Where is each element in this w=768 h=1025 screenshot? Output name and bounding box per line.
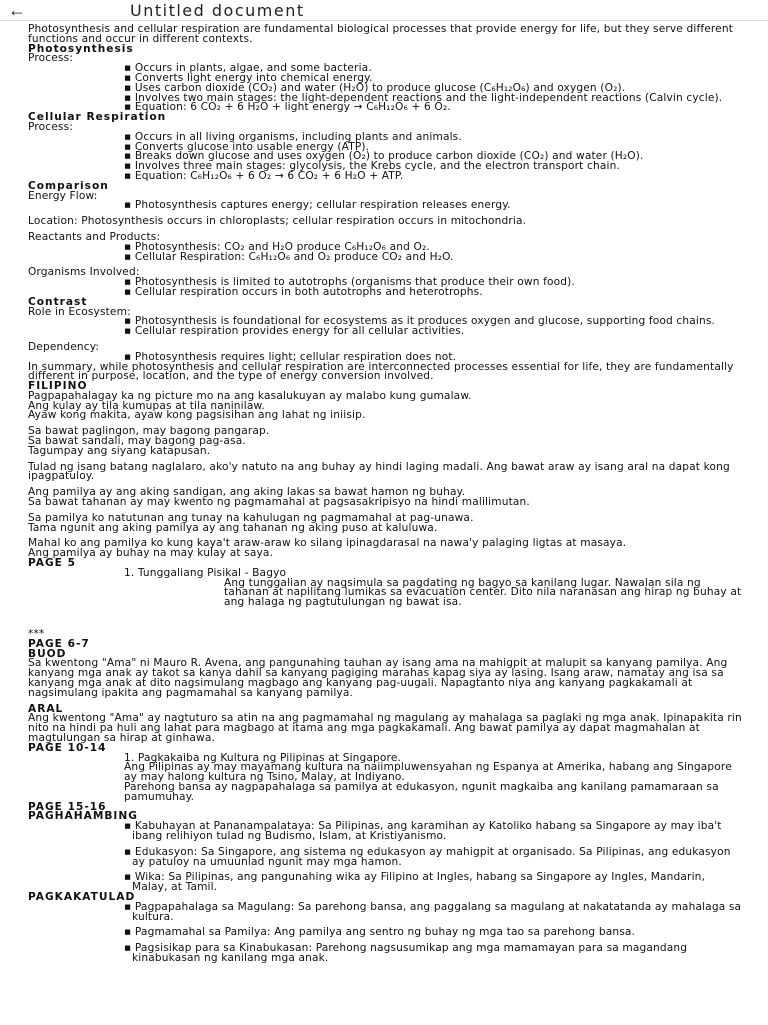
photosynthesis-process-label: Process: [28,52,73,65]
filipino-paragraph: Tulad ng isang batang naglalaro, ako'y natuto na ang buhay ay hindi laging madali. Ang bawat araw ay isang aral na dapat kong ipagpatuloy. [28,460,730,483]
list-item: ▪ Photosynthesis is foundational for ecosystems as it produces oxygen and glucose, supporting food chains. [124,317,744,327]
buod-paragraph: Sa kwentong "Ama" ni Mauro R. Avena, ang pangunahing tauhan ay isang ama na mahigpit at malupit sa kanyang pamilya. Ang kanyang mga anak ay takot sa kanya dahil sa kanyang pagiging marahas kapag siya ay lasing. Isang araw, namatay ang isa sa kanyang mga anak at dito nagsimulang magbago ang kanyang pag-uugali. Napagtanto niya ang kanyang pagkakamali at nagsimulang ipakita ang pagmamahal sa kanyang pamilya. [28,657,728,699]
page5-item: Ang tunggalian ay nagsimula sa pagdating ng bagyo sa kanilang lugar. Nawalan sila ng tahanan at napilitang lumikas sa evacuation center. Dito nila naranasan ang hirap ng buhay at ang halaga ng pagtutulungan ng bawat isa. [224,576,742,609]
page1014-item: Parehong bansa ay nagpapahalaga sa pamilya at edukasyon, ngunit magkaiba ang kanilang pamamaraan sa pamumuhay. [124,780,719,803]
list-item: ▪ Breaks down glucose and uses oxygen (O₂) to produce carbon dioxide (CO₂) and water (H₂O). [124,152,744,162]
aral-paragraph: Ang kwentong "Ama" ay nagtuturo sa atin na ang pagmamahal ng magulang ay mahalaga sa paglaki ng mga anak. Ipinapakita rin nito na hindi pa huli ang lahat para magbago at itama ang mga pagkakamali. Ang bawat pamilya ay dapat magmahalan at magtulungan sa hirap at ginhawa. [28,712,742,744]
pagkakatulad-label: PAGKAKATULAD [28,890,136,903]
list-item: ▪ Equation: C₆H₁₂O₆ + 6 O₂ → 6 CO₂ + 6 H₂O + ATP. [124,172,744,182]
list-item: ▪ Photosynthesis captures energy; cellular respiration releases energy. [124,201,744,211]
organisms-label: Organisms Involved: [28,266,140,279]
list-item: ▪ Equation: 6 CO₂ + 6 H₂O + light energy → C₆H₁₂O₆ + 6 O₂. [124,103,744,113]
list-item: ▪ Involves three main stages: glycolysis, the Krebs cycle, and the electron transport chain. [124,162,744,172]
filipino-heading: FILIPINO [28,380,88,393]
buod-label: BUOD [28,647,67,660]
filipino-paragraph: Ayaw kong makita, ayaw kong pagsisihan ang lahat ng iniisip. [28,409,366,422]
document-title[interactable]: Untitled document [130,0,305,20]
filipino-paragraph: Tagumpay ang siyang katapusan. [28,444,211,457]
summary-paragraph: In summary, while photosynthesis and cellular respiration are interconnected processes essential for life, they are fundamentally different in purpose, location, and the type of energy conversion involved. [28,360,734,383]
organisms-list [28,278,744,298]
filipino-paragraph: Sa bawat paglingon, may bagong pangarap. [28,425,270,438]
photosynthesis-list [28,64,744,113]
energy-flow-list [28,201,744,211]
filipino-paragraph: Ang kulay ay tila kumupas at tila naninilaw. [28,399,265,412]
filipino-paragraph: Tama ngunit ang aking pamilya ay ang tahanan ng aking puso at kaluluwa. [28,521,438,534]
intro-paragraph: Photosynthesis and cellular respiration are fundamental biological processes that provide energy for life, but they serve different functions and occur in different contexts. [28,23,733,45]
respiration-heading: Cellular Respiration [28,111,167,124]
list-item: ▪ Pagsisikap para sa Kinabukasan: Parehong nagsusumikap ang mga mamamayan para sa magandang kinabukasan ng kanilang mga anak. [124,944,744,964]
list-item: ▪ Kabuhayan at Pananampalataya: Sa Pilipinas, ang karamihan ay Katoliko habang sa Singapore ay may iba't ibang relihiyon tulad ng Budismo, Islam, at Kristiyanismo. [124,822,744,842]
page1014-label: PAGE 10-14 [28,741,107,754]
filipino-paragraph: Pagpapahalagay ka ng picture mo na ang kasalukuyan ay malabo kung gumalaw. [28,389,472,402]
filipino-paragraph: Sa bawat sandali, may bagong pag-asa. [28,435,246,448]
location-paragraph: Location: Photosynthesis occurs in chloroplasts; cellular respiration occurs in mitochondria. [28,215,527,228]
page1516-label: PAGE 15-16 [28,800,107,813]
list-item: ▪ Pagmamahal sa Pamilya: Ang pamilya ang sentro ng buhay ng mga tao sa parehong bansa. [124,928,744,938]
list-item: ▪ Occurs in all living organisms, including plants and animals. [124,133,744,143]
energy-flow-label: Energy Flow: [28,189,98,202]
filipino-paragraph: Ang pamilya ay buhay na may kulay at saya. [28,547,274,560]
respiration-process-label: Process: [28,120,73,133]
photosynthesis-heading: Photosynthesis [28,42,134,55]
filipino-paragraph: Mahal ko ang pamilya ko kung kaya't araw-araw ko silang ipinagdarasal na nawa'y palaging ligtas at masaya. [28,537,627,550]
list-item: ▪ Wika: Sa Pilipinas, ang pangunahing wika ay Filipino at Ingles, habang sa Singapore ay Ingles, Mandarin, Malay, at Tamil. [124,873,744,893]
role-label: Role in Ecosystem: [28,305,131,318]
list-item: ▪ Cellular respiration provides energy for all cellular activities. [124,327,744,337]
list-item: ▪ Pagpapahalaga sa Magulang: Sa parehong bansa, ang paggalang sa magulang at nakatatanda ay mahalaga sa kultura. [124,903,744,923]
list-item: ▪ Converts glucose into usable energy (ATP). [124,143,744,153]
app-toolbar [0,0,768,21]
filipino-paragraph: Ang pamilya ay ang aking sandigan, ang aking lakas sa bawat hamon ng buhay. [28,486,466,499]
filipino-paragraph: Sa pamilya ko natutunan ang tunay na kahulugan ng pagmamahal at pag-unawa. [28,511,474,524]
list-item: ▪ Photosynthesis requires light; cellular respiration does not. [124,353,744,363]
separator: *** [28,628,45,641]
page1014-item: Ang Pilipinas ay may mayamang kultura na naiimpluwensyahan ng Espanya at Amerika, habang ang Singapore ay may halong kultura ng Tsino, Malay, at Indiyano. [124,761,732,784]
reactants-list [28,240,744,263]
dependency-label: Dependency: [28,340,100,353]
page5-label: PAGE 5 [28,557,76,570]
paghahambing-list [28,822,744,893]
document-body[interactable] [0,21,768,1025]
page1014-item: 1. Pagkakaiba ng Kultura ng Pilipinas at Singapore. [124,751,402,764]
list-item: ▪ Involves two main stages: the light-dependent reactions and the light-independent reactions (Calvin cycle). [124,94,744,104]
filipino-paragraph: Sa bawat tahanan ay may kwento ng pagmamahal at pagsasakripisyo na hindi malilimutan. [28,496,530,509]
reactants-label: Reactants and Products: [28,230,161,243]
aral-label: ARAL [28,702,64,715]
list-item: ▪ Uses carbon dioxide (CO₂) and water (H₂O) to produce glucose (C₆H₁₂O₆) and oxygen (O₂). [124,84,744,94]
list-item: ▪ Photosynthesis: CO₂ and H₂O produce C₆H₁₂O₆ and O₂. [124,243,744,253]
page5-item: 1. Tunggaliang Pisikal - Bagyo [124,566,287,579]
paghahambing-label: PAGHAHAMBING [28,810,138,823]
pagkakatulad-list [28,900,744,964]
list-item: ▪ Converts light energy into chemical energy. [124,74,744,84]
arrow-left-icon[interactable]: ← [8,0,26,20]
list-item: ▪ Cellular Respiration: C₆H₁₂O₆ and O₂ produce CO₂ and H₂O. [124,253,744,263]
list-item: ▪ Occurs in plants, algae, and some bacteria. [124,64,744,74]
respiration-list [28,130,744,182]
comparison-heading: Comparison [28,179,109,192]
contrast-heading: Contrast [28,295,88,308]
role-list [28,317,744,337]
list-item: ▪ Edukasyon: Sa Singapore, ang sistema ng edukasyon ay mahigpit at organisado. Sa Pilipinas, ang edukasyon ay patuloy na umuunlad ngunit may mga hamon. [124,848,744,868]
list-item: ▪ Photosynthesis is limited to autotrophs (organisms that produce their own food). [124,278,744,288]
list-item: ▪ Cellular respiration occurs in both autotrophs and heterotrophs. [124,288,744,298]
page67-label: PAGE 6-7 [28,637,90,650]
